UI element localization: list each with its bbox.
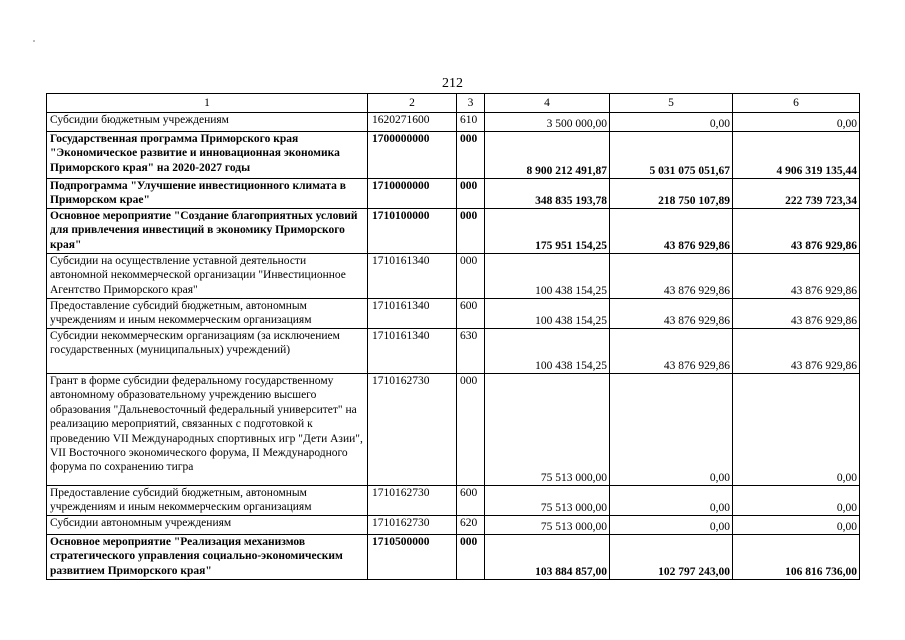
row-value-col4: 100 438 154,25 — [485, 329, 610, 374]
row-vr: 000 — [457, 132, 485, 179]
row-name: Подпрограмма "Улучшение инвестиционного климата в Приморском крае" — [47, 179, 368, 209]
row-value-col5: 43 876 929,86 — [610, 209, 733, 254]
row-value-col5: 102 797 243,00 — [610, 535, 733, 580]
row-value-col4: 75 513 000,00 — [485, 516, 610, 535]
row-vr: 000 — [457, 535, 485, 580]
table-row — [47, 179, 860, 209]
row-vr: 620 — [457, 516, 485, 535]
table-row — [47, 132, 860, 179]
row-value-col4: 100 438 154,25 — [485, 254, 610, 299]
row-vr: 000 — [457, 179, 485, 209]
row-vr: 000 — [457, 209, 485, 254]
row-name: Основное мероприятие "Создание благоприятных условий для привлечения инвестиций в экономику Приморского края" — [47, 209, 368, 254]
row-value-col6: 0,00 — [733, 374, 860, 486]
table-row — [47, 254, 860, 299]
row-code: 1710500000 — [368, 535, 457, 580]
column-header: 2 — [368, 94, 457, 113]
table-row — [47, 209, 860, 254]
row-value-col4: 75 513 000,00 — [485, 374, 610, 486]
row-value-col4: 100 438 154,25 — [485, 299, 610, 329]
table-row — [47, 535, 860, 580]
table-row — [47, 299, 860, 329]
row-value-col6: 43 876 929,86 — [733, 254, 860, 299]
row-value-col5: 0,00 — [610, 486, 733, 516]
row-name: Субсидии некоммерческим организациям (за исключением государственных (муниципальных) учреждений) — [47, 329, 368, 374]
row-name: Государственная программа Приморского края "Экономическое развитие и инновационная экономика Приморского края" на 2020-2027 годы — [47, 132, 368, 179]
row-code: 1710162730 — [368, 516, 457, 535]
table-row — [47, 486, 860, 516]
row-code: 1710000000 — [368, 179, 457, 209]
row-value-col6: 43 876 929,86 — [733, 299, 860, 329]
table-row — [47, 329, 860, 374]
row-value-col4: 175 951 154,25 — [485, 209, 610, 254]
row-value-col6: 43 876 929,86 — [733, 329, 860, 374]
column-header: 4 — [485, 94, 610, 113]
scan-speck — [33, 40, 35, 42]
row-value-col5: 0,00 — [610, 516, 733, 535]
row-value-col6: 43 876 929,86 — [733, 209, 860, 254]
page-number: 212 — [442, 76, 463, 91]
row-vr: 610 — [457, 113, 485, 132]
row-name: Предоставление субсидий бюджетным, автономным учреждениям и иным некоммерческим организациям — [47, 299, 368, 329]
row-value-col4: 75 513 000,00 — [485, 486, 610, 516]
table-header-row — [47, 94, 860, 113]
budget-table-body — [47, 94, 860, 580]
row-value-col6: 222 739 723,34 — [733, 179, 860, 209]
row-value-col6: 4 906 319 135,44 — [733, 132, 860, 179]
row-value-col6: 106 816 736,00 — [733, 535, 860, 580]
row-name: Основное мероприятие "Реализация механизмов стратегического управления социально-экономическим развитием Приморского края" — [47, 535, 368, 580]
row-code: 1710162730 — [368, 374, 457, 486]
row-code: 1710162730 — [368, 486, 457, 516]
budget-table — [46, 93, 860, 580]
column-header: 5 — [610, 94, 733, 113]
row-value-col6: 0,00 — [733, 516, 860, 535]
row-code: 1700000000 — [368, 132, 457, 179]
row-code: 1710161340 — [368, 329, 457, 374]
row-code: 1710161340 — [368, 254, 457, 299]
row-name: Субсидии автономным учреждениям — [47, 516, 368, 535]
row-name: Предоставление субсидий бюджетным, автономным учреждениям и иным некоммерческим организациям — [47, 486, 368, 516]
row-vr: 000 — [457, 254, 485, 299]
row-vr: 600 — [457, 486, 485, 516]
row-value-col5: 43 876 929,86 — [610, 299, 733, 329]
row-value-col5: 0,00 — [610, 374, 733, 486]
row-vr: 600 — [457, 299, 485, 329]
column-header: 3 — [457, 94, 485, 113]
column-header: 6 — [733, 94, 860, 113]
row-code: 1620271600 — [368, 113, 457, 132]
table-row — [47, 516, 860, 535]
row-value-col6: 0,00 — [733, 486, 860, 516]
row-value-col6: 0,00 — [733, 113, 860, 132]
row-value-col5: 0,00 — [610, 113, 733, 132]
row-code: 1710100000 — [368, 209, 457, 254]
row-name: Грант в форме субсидии федеральному государственному автономному образовательному учреждению высшего образования "Дальневосточный федеральный университет" на реализацию мероприятий, связанных с подготовкой к проведению VII Международных спортивных игр "Дети Азии", VII Восточного экономического форума, II Международного форума по сохранению тигра — [47, 374, 368, 486]
table-row — [47, 374, 860, 486]
row-value-col4: 3 500 000,00 — [485, 113, 610, 132]
row-code: 1710161340 — [368, 299, 457, 329]
row-value-col4: 103 884 857,00 — [485, 535, 610, 580]
row-value-col4: 8 900 212 491,87 — [485, 132, 610, 179]
row-value-col5: 218 750 107,89 — [610, 179, 733, 209]
row-name: Субсидии бюджетным учреждениям — [47, 113, 368, 132]
row-name: Субсидии на осуществление уставной деятельности автономной некоммерческой организации "Инвестиционное Агентство Приморского края" — [47, 254, 368, 299]
table-row — [47, 113, 860, 132]
row-vr: 000 — [457, 374, 485, 486]
row-value-col5: 43 876 929,86 — [610, 329, 733, 374]
row-vr: 630 — [457, 329, 485, 374]
row-value-col4: 348 835 193,78 — [485, 179, 610, 209]
row-value-col5: 5 031 075 051,67 — [610, 132, 733, 179]
column-header: 1 — [47, 94, 368, 113]
row-value-col5: 43 876 929,86 — [610, 254, 733, 299]
